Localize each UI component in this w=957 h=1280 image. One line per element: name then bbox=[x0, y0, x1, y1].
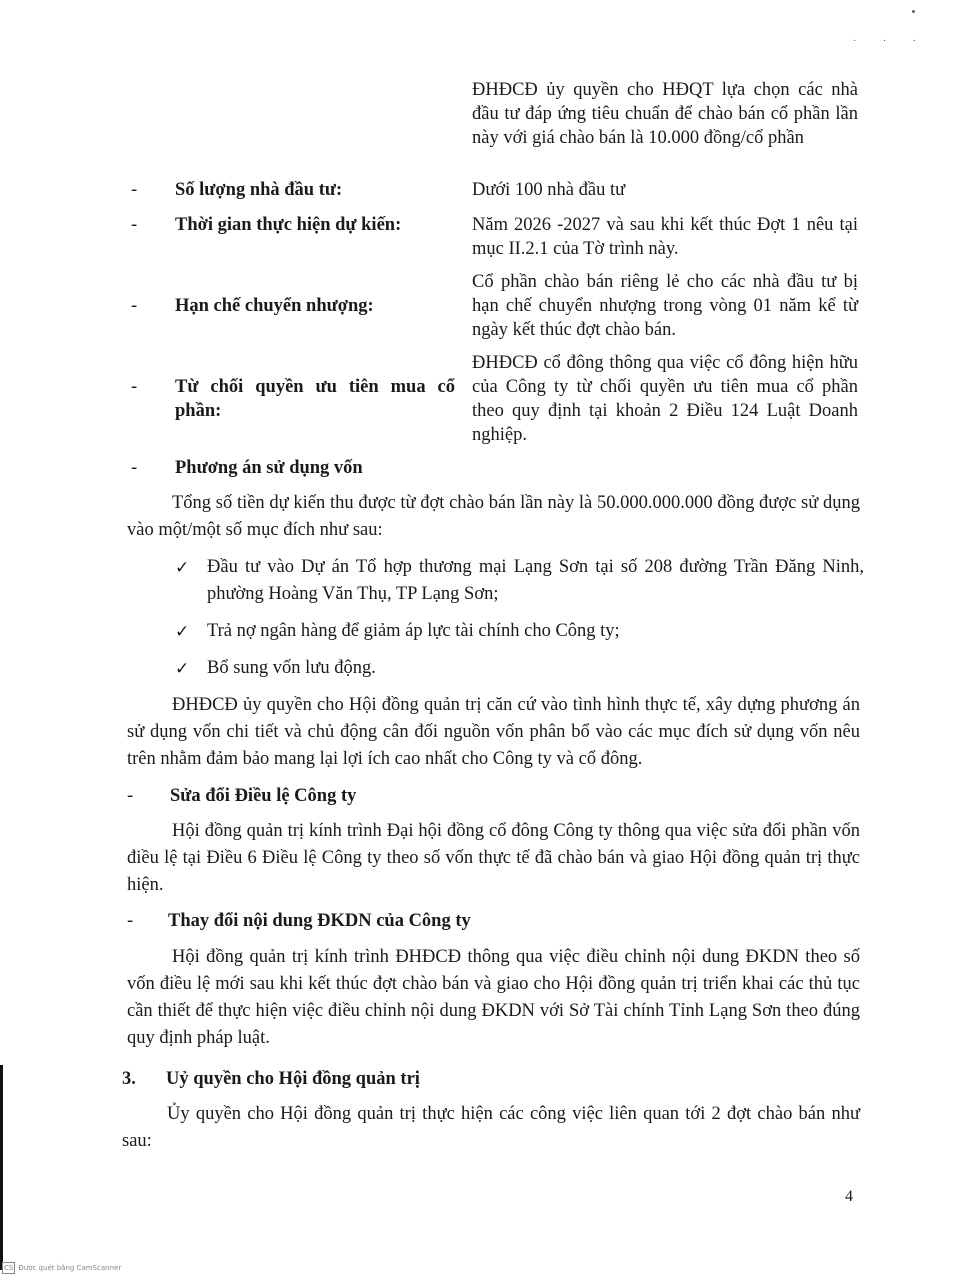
section-dash: - bbox=[127, 786, 134, 806]
term-value: ĐHĐCĐ cổ đông thông qua việc cổ đông hiện hữu của Công ty từ chối quyền ưu tiên mua cổ phần theo quy định tại khoản 2 Điều 124 Luật Doanh nghiệp. bbox=[472, 353, 858, 445]
capital-use-item: Đầu tư vào Dự án Tổ hợp thương mại Lạng Sơn tại số 208 đường Trần Đăng Ninh, phường Hoàng Văn Thụ, TP Lạng Sơn; bbox=[207, 557, 864, 604]
section-dash: - bbox=[131, 458, 138, 478]
scan-speck-dots: · · · bbox=[853, 36, 928, 47]
page-number: 4 bbox=[845, 1188, 853, 1205]
page-edge-shadow bbox=[0, 1065, 3, 1270]
capital-use-closing: ĐHĐCĐ ủy quyền cho Hội đồng quản trị căn cứ vào tình hình thực tế, xây dựng phương án sử dụng vốn chi tiết và chủ động cân đối nguồn vốn phân bổ vào các mục đích sử dụng vốn nêu trên nhằm đảm bảo mang lại lợi ích cao nhất cho Công ty và cổ đông. bbox=[127, 695, 860, 769]
check-icon: ✓ bbox=[175, 622, 190, 642]
capital-use-intro: Tổng số tiền dự kiến thu được từ đợt chào bán lần này là 50.000.000.000 đồng được sử dụng vào một/một số mục đích như sau: bbox=[127, 493, 860, 540]
check-icon: ✓ bbox=[175, 558, 190, 578]
section3-body: Ủy quyền cho Hội đồng quản trị thực hiện các công việc liên quan tới 2 đợt chào bán như sau: bbox=[122, 1104, 860, 1151]
scanner-watermark bbox=[2, 1262, 121, 1274]
charter-heading: Sửa đổi Điều lệ Công ty bbox=[170, 786, 357, 806]
section3-number: 3. bbox=[122, 1069, 136, 1089]
term-label: Từ chối quyền ưu tiên mua cổ phần: bbox=[175, 377, 455, 421]
section3-heading: Uỷ quyền cho Hội đồng quản trị bbox=[166, 1069, 420, 1089]
charter-body: Hội đồng quản trị kính trình Đại hội đồng cổ đông Công ty thông qua việc sửa đổi phần vốn điều lệ tại Điều 6 Điều lệ Công ty theo số vốn thực tế đã chào bán và giao Hội đồng quản trị thực hiện. bbox=[127, 821, 860, 895]
scan-speck bbox=[912, 10, 915, 13]
check-icon: ✓ bbox=[175, 659, 190, 679]
capital-use-heading: Phương án sử dụng vốn bbox=[175, 458, 363, 478]
term-label: Số lượng nhà đầu tư: bbox=[175, 180, 343, 200]
scanner-text: Được quét bằng CamScanner bbox=[18, 1264, 122, 1272]
capital-use-item: Bổ sung vốn lưu động. bbox=[207, 658, 376, 678]
offer-price-text: ĐHĐCĐ ủy quyền cho HĐQT lựa chọn các nhà đầu tư đáp ứng tiêu chuẩn để chào bán cổ phần lần này với giá chào bán là 10.000 đồng/cổ phần bbox=[472, 80, 858, 148]
term-value: Dưới 100 nhà đầu tư bbox=[472, 180, 626, 200]
term-label: Hạn chế chuyển nhượng: bbox=[175, 296, 374, 316]
term-dash: - bbox=[131, 296, 138, 316]
term-dash: - bbox=[131, 377, 138, 397]
registration-body: Hội đồng quản trị kính trình ĐHĐCĐ thông qua việc điều chỉnh nội dung ĐKDN theo số vốn điều lệ mới sau khi kết thúc đợt chào bán và giao cho Hội đồng quản trị triển khai các thủ tục cần thiết để thực hiện việc điều chỉnh nội dung ĐKDN với Sở Tài chính Tỉnh Lạng Sơn theo đúng quy định pháp luật. bbox=[127, 947, 860, 1048]
registration-heading: Thay đổi nội dung ĐKDN của Công ty bbox=[168, 911, 471, 931]
section-dash: - bbox=[127, 911, 134, 931]
term-value: Cổ phần chào bán riêng lẻ cho các nhà đầu tư bị hạn chế chuyển nhượng trong vòng 01 năm kể từ ngày kết thúc đợt chào bán. bbox=[472, 272, 858, 340]
term-dash: - bbox=[131, 180, 138, 200]
term-dash: - bbox=[131, 215, 138, 235]
term-label: Thời gian thực hiện dự kiến: bbox=[175, 215, 402, 235]
scanner-logo: CS bbox=[4, 1264, 14, 1272]
capital-use-item: Trả nợ ngân hàng để giảm áp lực tài chính cho Công ty; bbox=[207, 621, 620, 641]
term-value: Năm 2026 -2027 và sau khi kết thúc Đợt 1 nêu tại mục II.2.1 của Tờ trình này. bbox=[472, 215, 858, 259]
